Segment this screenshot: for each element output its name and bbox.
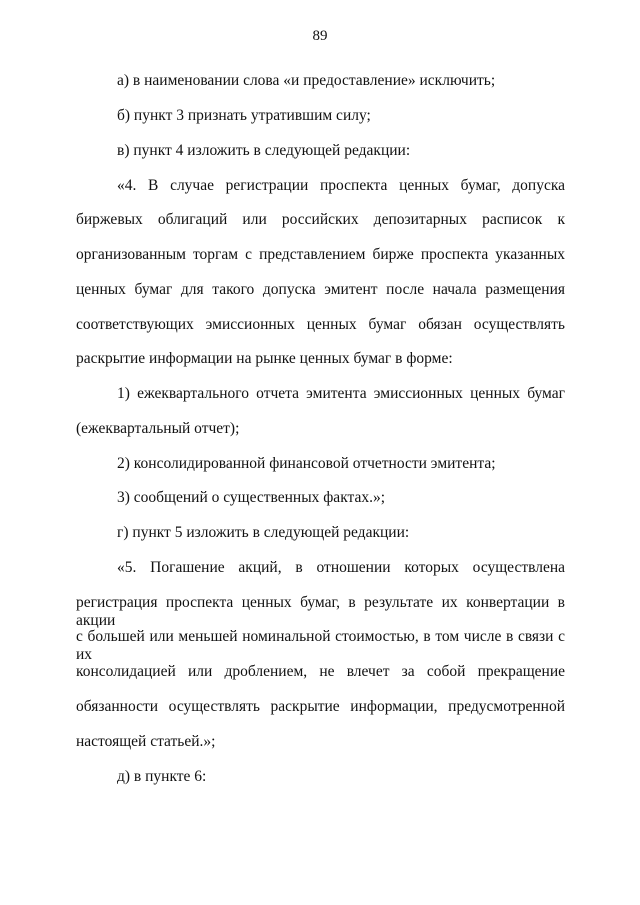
text-line: 2) консолидированной финансовой отчетности эмитента; — [117, 455, 496, 472]
text-line: регистрация проспекта ценных бумаг, в результате их конвертации в акции — [76, 594, 565, 629]
text-line: «4. В случае регистрации проспекта ценных бумаг, допуска — [117, 177, 565, 194]
text-line: раскрытие информации на рынке ценных бумаг в форме: — [76, 350, 453, 367]
text-line: в) пункт 4 изложить в следующей редакции: — [117, 142, 411, 159]
text-line: д) в пункте 6: — [117, 768, 207, 785]
text-line: «5. Погашение акций, в отношении которых осуществлена — [117, 559, 565, 576]
text-line: г) пункт 5 изложить в следующей редакции: — [117, 524, 410, 541]
text-line: организованным торгам с представлением бирже проспекта указанных — [76, 246, 565, 263]
text-line: а) в наименовании слова «и предоставление» исключить; — [117, 72, 496, 89]
text-line: (ежеквартальный отчет); — [76, 420, 240, 437]
text-line: настоящей статьей.»; — [76, 733, 216, 750]
text-line: 3) сообщений о существенных фактах.»; — [117, 489, 386, 506]
page-number: 89 — [312, 28, 328, 44]
text-line: консолидацией или дроблением, не влечет за собой прекращение — [76, 663, 565, 680]
text-line: соответствующих эмиссионных ценных бумаг обязан осуществлять — [76, 316, 565, 333]
text-line: 1) ежеквартального отчета эмитента эмиссионных ценных бумаг — [117, 385, 565, 402]
text-line: обязанности осуществлять раскрытие информации, предусмотренной — [76, 698, 565, 715]
text-line: биржевых облигаций или российских депозитарных расписок к — [76, 211, 565, 228]
text-line: с большей или меньшей номинальной стоимостью, в том числе в связи с их — [76, 628, 565, 663]
text-line: ценных бумаг для такого допуска эмитент после начала размещения — [76, 281, 565, 298]
text-line: б) пункт 3 признать утратившим силу; — [117, 107, 371, 124]
